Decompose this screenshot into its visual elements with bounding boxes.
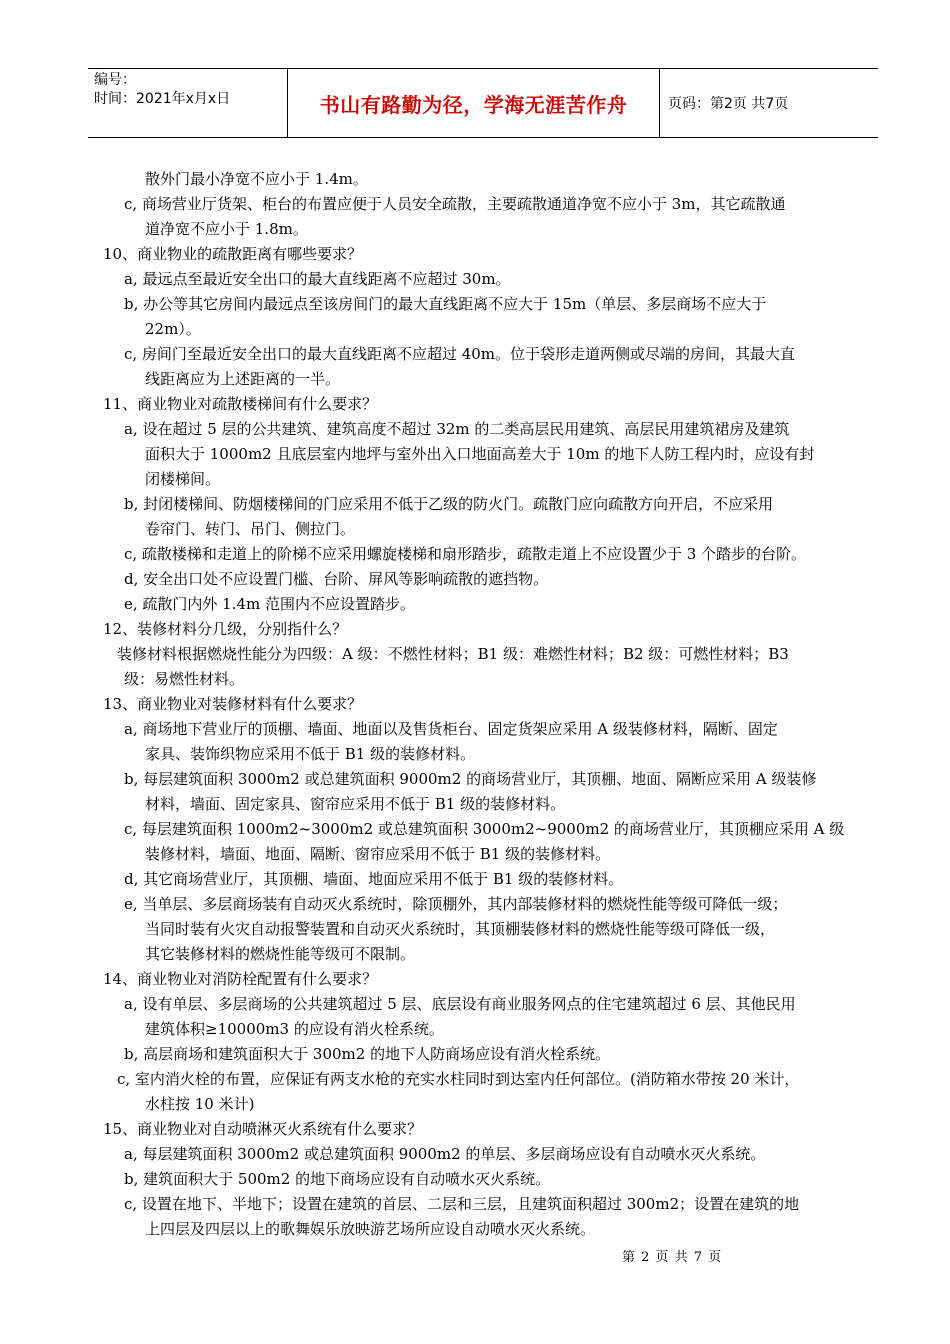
body-line: 装修材料根据燃烧性能分为四级：A 级：不燃性材料；B1 级：难燃性材料；B2 级：可燃性材料；B3: [117, 645, 789, 663]
document-time-label: 时间：2021年x月x日: [94, 91, 231, 107]
body-line: a, 商场地下营业厅的顶棚、墙面、地面以及售货柜台、固定货架应采用 A 级装修材料，隔断、固定: [124, 720, 778, 738]
body-line: b, 封闭楼梯间、防烟楼梯间的门应采用不低于乙级的防火门。疏散门应向疏散方向开启，不应采用: [124, 495, 774, 513]
header-motto: 书山有路勤为径，学海无涯苦作舟: [319, 92, 628, 117]
body-line: c, 设置在地下、半地下；设置在建筑的首层、二层和三层，且建筑面积超过 300m2；设置在建筑的地: [124, 1195, 800, 1213]
body-line: e, 疏散门内外 1.4m 范围内不应设置踏步。: [124, 595, 416, 613]
body-line: 材料，墙面、固定家具、窗帘应采用不低于 B1 级的装修材料。: [145, 795, 566, 813]
question-heading: 10、商业物业的疏散距离有哪些要求？: [103, 245, 363, 263]
body-line: 卷帘门、转门、吊门、侧拉门。: [145, 520, 356, 538]
body-line: c, 每层建筑面积 1000m2~3000m2 或总建筑面积 3000m2~9000m2 的商场营业厅，其顶棚应采用 A 级: [124, 820, 845, 838]
body-line: c, 疏散楼梯和走道上的阶梯不应采用螺旋楼梯和扇形踏步，疏散走道上不应设置少于 3 个踏步的台阶。: [124, 545, 807, 563]
page-header: [88, 68, 878, 138]
question-heading: 14、商业物业对消防栓配置有什么要求？: [103, 970, 378, 988]
body-line: 闭楼梯间。: [145, 470, 221, 488]
header-meta: [88, 69, 288, 137]
body-line: e, 当单层、多层商场装有自动灭火系统时，除顶棚外，其内部装修材料的燃烧性能等级可降低一级；: [124, 895, 788, 913]
body-line: b, 每层建筑面积 3000m2 或总建筑面积 9000m2 的商场营业厅，其顶棚、地面、隔断应采用 A 级装修: [124, 770, 817, 788]
body-line: 当同时装有火灾自动报警装置和自动灭火系统时，其顶棚装修材料的燃烧性能等级可降低一级，: [145, 920, 776, 938]
body-line: 装修材料，墙面、地面、隔断、窗帘应采用不低于 B1 级的装修材料。: [145, 845, 611, 863]
body-line: b, 高层商场和建筑面积大于 300m2 的地下人防商场应设有消火栓系统。: [124, 1045, 611, 1063]
body-line: 家具、装饰织物应采用不低于 B1 级的装修材料。: [145, 745, 476, 763]
header-page-cell: [660, 69, 878, 137]
body-line: b, 办公等其它房间内最远点至该房间门的最大直线距离不应大于 15m（单层、多层商场不应大于: [124, 295, 767, 313]
header-page-number: 页码：第2页 共7页: [668, 96, 789, 112]
body-line: 水柱按 10 米计): [145, 1095, 255, 1113]
body-line: b, 建筑面积大于 500m2 的地下商场应设有自动喷水灭火系统。: [124, 1170, 551, 1188]
body-line: 面积大于 1000m2 且底层室内地坪与室外出入口地面高差大于 10m 的地下人防工程内时，应设有封: [145, 445, 815, 463]
page-footer: 第 2 页 共 7 页: [622, 1250, 723, 1265]
question-heading: 15、商业物业对自动喷淋灭火系统有什么要求？: [103, 1120, 423, 1138]
body-line: a, 每层建筑面积 3000m2 或总建筑面积 9000m2 的单层、多层商场应设有自动喷水灭火系统。: [124, 1145, 766, 1163]
question-heading: 13、商业物业对装修材料有什么要求？: [103, 695, 363, 713]
body-line: a, 最远点至最近安全出口的最大直线距离不应超过 30m。: [124, 270, 511, 288]
body-line: c, 商场营业厅货架、柜台的布置应便于人员安全疏散，主要疏散通道净宽不应小于 3m，其它疏散通: [124, 195, 786, 213]
question-heading: 11、商业物业对疏散楼梯间有什么要求？: [103, 395, 378, 413]
body-line: 其它装修材料的燃烧性能等级可不限制。: [145, 945, 416, 963]
body-line: c, 室内消火栓的布置，应保证有两支水枪的充实水柱同时到达室内任何部位。(消防箱水带按 20 米计，: [117, 1070, 800, 1088]
body-line: d, 其它商场营业厅，其顶棚、墙面、地面应采用不低于 B1 级的装修材料。: [124, 870, 624, 888]
document-number-label: 编号：: [94, 72, 136, 88]
body-line: 线距离应为上述距离的一半。: [145, 370, 341, 388]
header-motto-cell: [288, 69, 660, 137]
body-line: 建筑体积≥10000m3 的应设有消火栓系统。: [145, 1020, 444, 1038]
question-heading: 12、装修材料分几级，分别指什么？: [103, 620, 348, 638]
body-line: d, 安全出口处不应设置门槛、台阶、屏风等影响疏散的遮挡物。: [124, 570, 549, 588]
body-line: 道净宽不应小于 1.8m。: [145, 220, 308, 238]
body-line: a, 设有单层、多层商场的公共建筑超过 5 层、底层设有商业服务网点的住宅建筑超过 6 层、其他民用: [124, 995, 796, 1013]
body-line: 级：易燃性材料。: [124, 670, 245, 688]
body-line: 22m）。: [145, 320, 201, 338]
body-line: c, 房间门至最近安全出口的最大直线距离不应超过 40m。位于袋形走道两侧或尽端的房间，其最大直: [124, 345, 796, 363]
body-line: a, 设在超过 5 层的公共建筑、建筑高度不超过 32m 的二类高层民用建筑、高层民用建筑裙房及建筑: [124, 420, 790, 438]
body-line: 散外门最小净宽不应小于 1.4m。: [145, 170, 368, 188]
body-line: 上四层及四层以上的歌舞娱乐放映游艺场所应设自动喷水灭火系统。: [145, 1220, 596, 1238]
